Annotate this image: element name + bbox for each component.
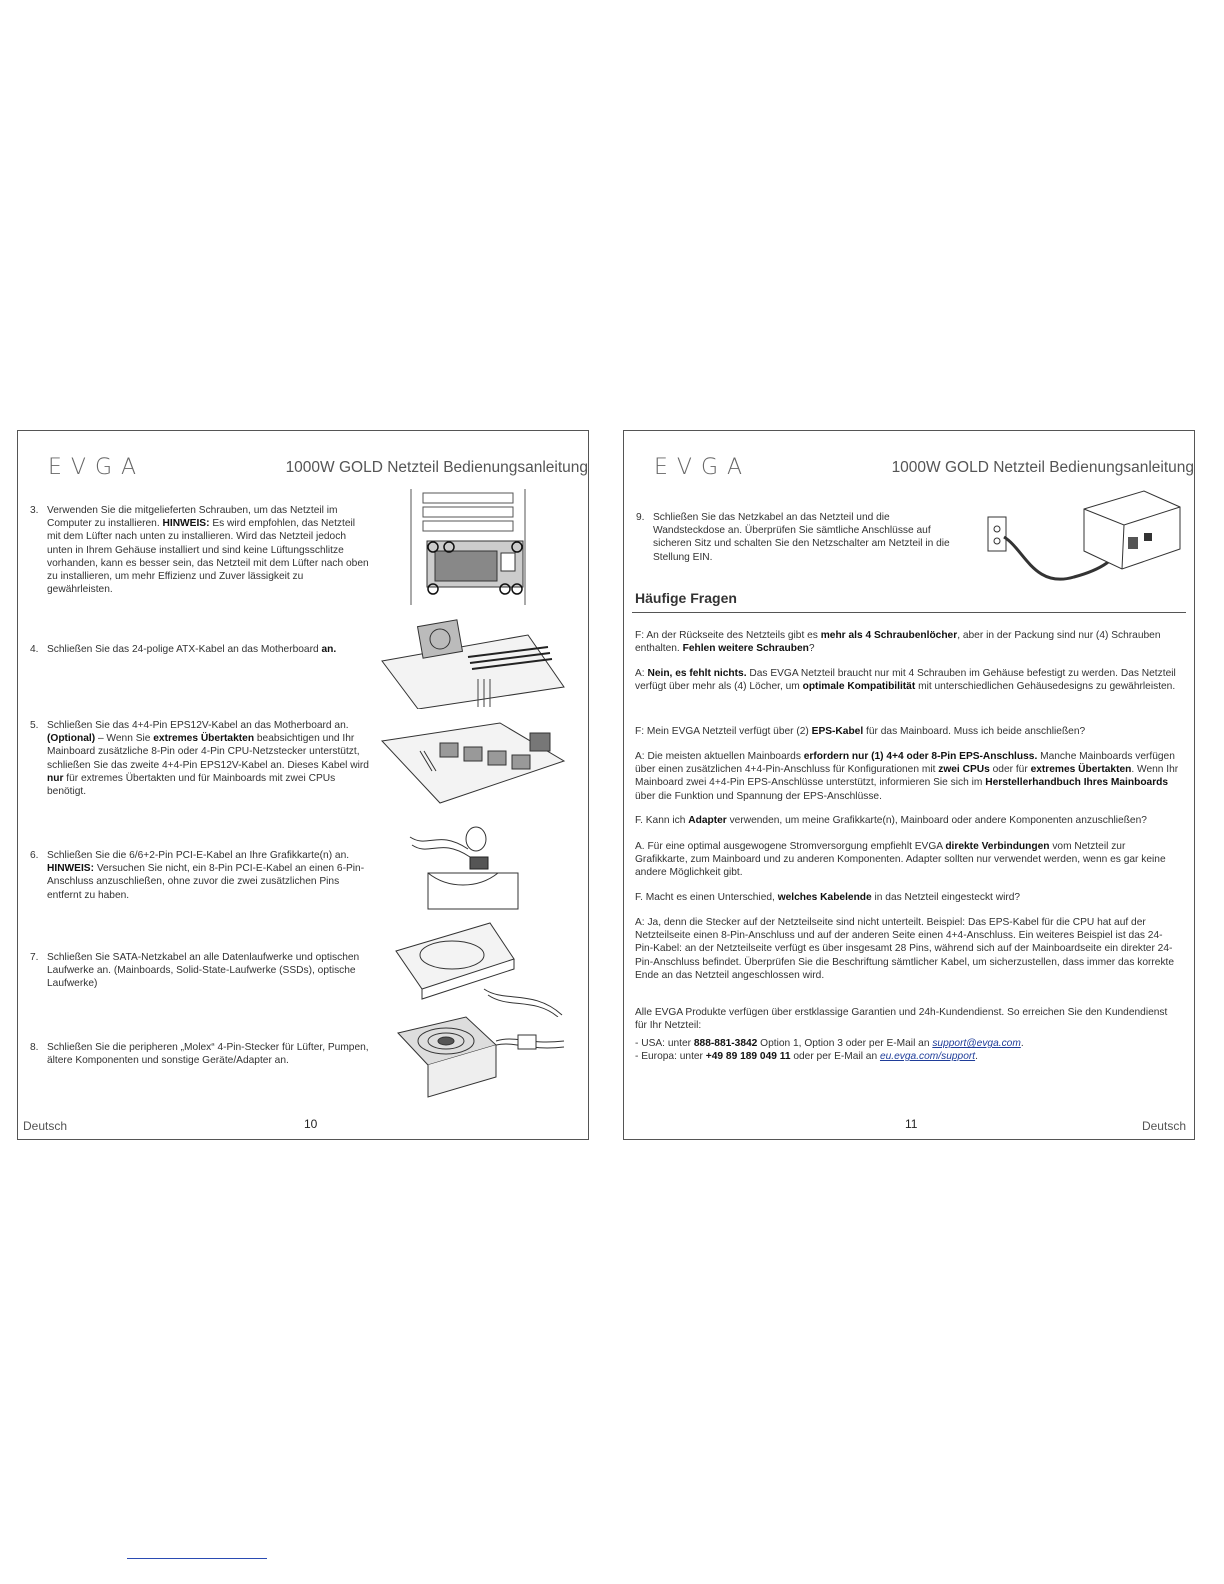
step-3: 3. Verwenden Sie die mitgelieferten Schrauben, um das Netzteil im Computer zu installieren. HINWEIS: Es wird empfohlen, das Netzteil mit dem Lüfter nach unten zu installieren. Wird das Netzteil jedoch unten in Ihrem Gehäuse installiert und sind keine Lüftungsschlitze vorhanden, kann es besser sein, das Netzteil mit dem Lüfter nach oben zu installieren, um mehr Effizienz und Zuver lässigkeit zu gewährleisten. bbox=[30, 505, 369, 596]
faq-question-4: F. Macht es einen Unterschied, welches Kabelende in das Netzteil eingesteckt wird? bbox=[635, 892, 1021, 903]
psu-power-cord-illustration bbox=[984, 489, 1184, 585]
faq-question-3: F. Kann ich Adapter verwenden, um meine Grafikkarte(n), Mainboard oder andere Komponenten anzuschließen? bbox=[635, 815, 1147, 826]
step-7: 7. Schließen Sie SATA-Netzkabel an alle Datenlaufwerke und optischen Laufwerke an. (Mainboards, Solid-State-Laufwerke (SSDs), optische Laufwerke) bbox=[30, 952, 360, 990]
step-5: 5. Schließen Sie das 4+4-Pin EPS12V-Kabel an das Motherboard an. (Optional) – Wenn Sie extremes Übertakten beabsichtigen und Ihr Mainboard zusätzliche 8-Pin oder 4-Pin CPU-Netzstecker unterstützt, schließen Sie das zweite 4+4-Pin EPS12V-Kabel an. Dieses Kabel wird nur für extremes Übertakten und für Mainboards mit zwei CPUs benötigt. bbox=[30, 720, 369, 798]
header-title: 1000W GOLD Netzteil Bedienungsanleitung bbox=[285, 459, 588, 476]
pcie-cable-gpu-illustration bbox=[408, 819, 520, 911]
faq-answer-1: A: Nein, es fehlt nichts. Das EVGA Netzteil braucht nur mit 4 Schrauben im Gehäuse befestigt zu werden. Das Netzteil verfügt über mehr als (4) Löcher, um optimale Kompatibilität mit unterschiedlichen Gehäusedesigns zu gewährleisten. bbox=[635, 668, 1176, 693]
faq-question-2: F: Mein EVGA Netzteil verfügt über (2) EPS-Kabel für das Mainboard. Muss ich beide anschließen? bbox=[635, 726, 1086, 737]
evga-logo: EVGA bbox=[48, 455, 146, 480]
step-6: 6. Schließen Sie die 6/6+2-Pin PCI-E-Kabel an Ihre Grafikkarte(n) an. HINWEIS: Versuchen Sie nicht, ein 8-Pin PCI-E-Kabel an einen 6-Pin-Anschluss anzuschließen, ohne zuvor die zwei zusätzlichen Pins entfernt zu haben. bbox=[30, 850, 365, 901]
footer-language: Deutsch bbox=[23, 1119, 68, 1133]
step-4: 4. Schließen Sie das 24-polige ATX-Kabel an das Motherboard an. bbox=[30, 644, 337, 655]
evga-logo: EVGA bbox=[654, 455, 752, 480]
faq-question-1: F: An der Rückseite des Netzteils gibt es mehr als 4 Schraubenlöcher, aber in der Packung sind nur (4) Schrauben enthalten. Fehlen weitere Schrauben? bbox=[635, 630, 1161, 655]
sata-hdd-illustration bbox=[394, 919, 564, 1017]
eu-support-link[interactable]: eu.evga.com/support bbox=[879, 1051, 976, 1062]
faq-answer-2: A: Die meisten aktuellen Mainboards erfordern nur (1) 4+4 oder 8-Pin EPS-Anschluss. Manche Mainboards verfügen über einen zusätzlichen 4+4-Pin-Anschluss für Konfigurationen mit zwei CPUs oder für extremes Übertakten. Wenn Ihr Mainboard zwei 4+4-Pin EPS-Anschlüsse unterstützt, informieren Sie sich im Herstellerhandbuch Ihres Mainboards über die Funktion und Spannung der EPS-Anschlüsse. bbox=[635, 751, 1179, 802]
support-email-link[interactable]: support@evga.com bbox=[932, 1038, 1021, 1049]
header-title: 1000W GOLD Netzteil Bedienungsanleitung bbox=[891, 459, 1194, 476]
motherboard-24pin-illustration bbox=[378, 617, 568, 709]
footer-language: Deutsch bbox=[1141, 1119, 1186, 1133]
step-8: 8. Schließen Sie die peripheren „Molex“ 4-Pin-Stecker für Lüfter, Pumpen, ältere Komponenten und sonstige Geräte/Adapter an. bbox=[30, 1042, 369, 1067]
manual-page-right bbox=[623, 430, 1195, 1140]
support-usa: - USA: unter 888-881-3842 Option 1, Option 3 oder per E-Mail an support@evga.com. bbox=[635, 1038, 1024, 1049]
section-divider bbox=[632, 612, 1186, 613]
faq-answer-3: A. Für eine optimal ausgewogene Stromversorgung empfiehlt EVGA direkte Verbindungen vom Netzteil zur Grafikkarte, zum Mainboard und zu anderen Komponenten. Adapter sollten nur verwendet werden, wenn es gar keine andere Möglichkeit gibt. bbox=[635, 841, 1166, 879]
page-number: 10 bbox=[304, 1117, 318, 1131]
faq-title: Häufige Fragen bbox=[635, 590, 737, 606]
support-intro: Alle EVGA Produkte verfügen über erstklassige Garantien und 24h-Kundendienst. So erreichen Sie den Kundendienst für Ihr Netzteil: bbox=[635, 1007, 1168, 1032]
page-number: 11 bbox=[905, 1117, 918, 1131]
stray-underline bbox=[127, 1558, 267, 1559]
support-europe: - Europa: unter +49 89 189 049 11 oder per E-Mail an eu.evga.com/support. bbox=[635, 1051, 978, 1062]
motherboard-eps-illustration bbox=[380, 721, 566, 805]
case-psu-screws-illustration bbox=[403, 489, 533, 605]
molex-fan-illustration bbox=[396, 1015, 566, 1105]
faq-answer-4: A: Ja, denn die Stecker auf der Netzteilseite sind nicht unterteilt. Beispiel: Das EPS-Kabel für die CPU hat auf der Netzteilseite einen 8-Pin-Anschluss und auf der anderen Seite einen 4+4-Anschluss. Ein weiteres Beispiel ist das 24-Pin-Kabel: an der Netzteilseite verfügt es über insgesamt 28 Pins, während sich auf der Mainboardseite ein direkter 24-Pin-Anschluss befindet. Überprüfen Sie die Beschriftung sämtlicher Kabel, um sicherzustellen, dass immer das korrekte Ende an das Netzteil angeschlossen wird. bbox=[635, 917, 1175, 981]
step-9: 9. Schließen Sie das Netzkabel an das Netzteil und die Wandsteckdose an. Überprüfen Sie sämtliche Anschlüsse auf sicheren Sitz und schalten Sie den Netzschalter am Netzteil in die Stellung EIN. bbox=[636, 512, 950, 563]
manual-page-left bbox=[17, 430, 589, 1140]
